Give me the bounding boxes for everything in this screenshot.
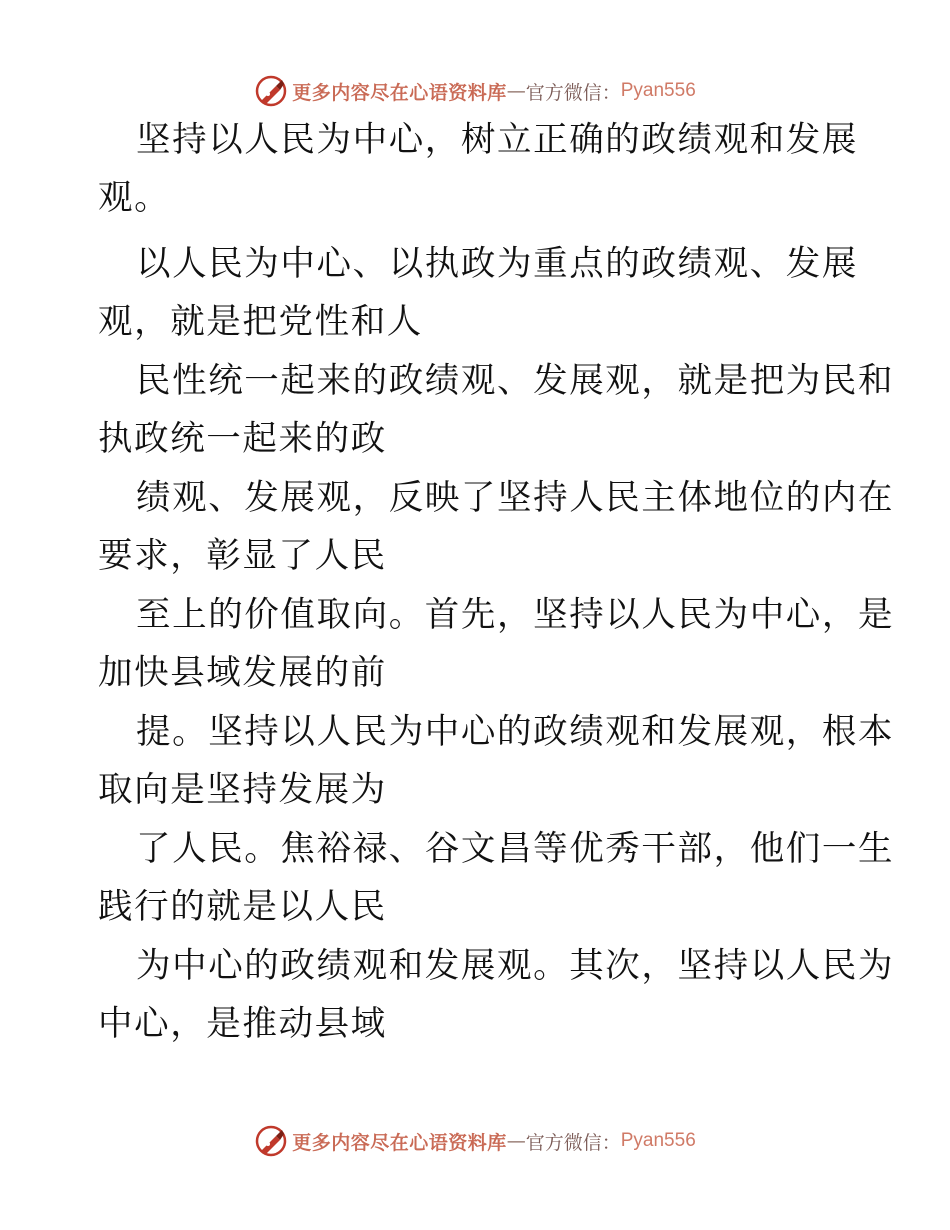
body-line: 加快县域发展的前 — [98, 653, 387, 693]
watermark-separator: — — [506, 1130, 526, 1152]
body-line: 了人民。焦裕禄、谷文昌等优秀干部，他们一生 — [136, 829, 895, 869]
watermark-site-text: 更多内容尽在心语资料库 — [292, 1131, 507, 1154]
body-line: 践行的就是以人民 — [98, 887, 387, 927]
body-line: 至上的价值取向。首先，坚持以人民为中心，是 — [136, 595, 895, 635]
body-line: 观。 — [98, 178, 171, 218]
body-line: 要求，彰显了人民 — [98, 536, 387, 576]
pen-logo-icon — [254, 1124, 288, 1158]
body-line: 提。坚持以人民为中心的政绩观和发展观，根本 — [136, 712, 895, 752]
body-line: 取向是坚持发展为 — [98, 770, 387, 810]
watermark-site-text: 更多内容尽在心语资料库 — [292, 81, 507, 104]
body-line: 绩观、发展观，反映了坚持人民主体地位的内在 — [136, 478, 895, 518]
body-line: 观，就是把党性和人 — [98, 302, 423, 342]
body-line: 为中心的政绩观和发展观。其次，坚持以人民为 — [136, 946, 895, 986]
body-line: 民性统一起来的政绩观、发展观，就是把为民和 — [136, 361, 895, 401]
watermark-wechat-label: 官方微信： — [525, 1131, 621, 1154]
watermark-wechat-label: 官方微信： — [525, 81, 621, 104]
body-line: 以人民为中心、以执政为重点的政绩观、发展 — [136, 244, 858, 284]
watermark-wechat-id: Pyan556 — [620, 80, 696, 101]
pen-logo-icon — [254, 74, 288, 108]
body-line: 执政统一起来的政 — [98, 419, 387, 459]
footer-watermark — [0, 1121, 950, 1161]
body-line: 中心，是推动县域 — [98, 1004, 387, 1044]
watermark-separator: — — [506, 80, 526, 102]
body-line: 坚持以人民为中心，树立正确的政绩观和发展 — [136, 120, 858, 160]
watermark-wechat-id: Pyan556 — [620, 1130, 696, 1151]
header-watermark — [0, 71, 950, 111]
